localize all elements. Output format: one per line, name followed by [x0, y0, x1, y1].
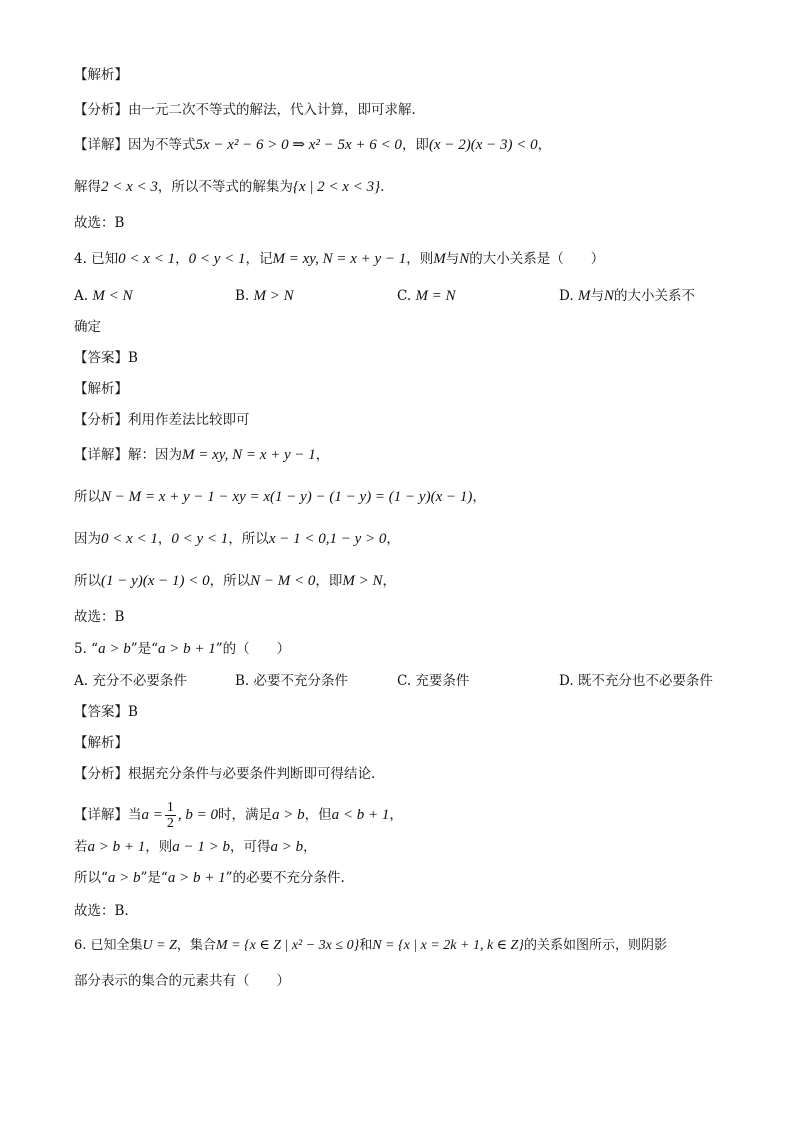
q4-line3-m2: 0 < y < 1	[171, 531, 229, 547]
q5-line3-c: ”的必要不充分条件.	[225, 870, 345, 886]
q5-stem	[74, 640, 290, 658]
q4-method: 【分析】利用作差法比较即可	[74, 412, 250, 428]
q4-option-c-math: M = N	[415, 288, 456, 304]
q4-line4-m2: N − M < 0	[250, 573, 316, 589]
q5-line2-m2: a − 1 > b	[172, 839, 230, 855]
q4-option-d-m2: N	[603, 288, 614, 304]
q4-detail-math: M = xy, N = x + y − 1	[182, 447, 316, 463]
q6-stem-m1: U = Z	[142, 938, 177, 953]
q4-stem-m1: 0 < x < 1	[118, 251, 176, 267]
q4-line2-math: N − M = x + y − 1 − xy = x(1 − y) − (1 − y) = (1 − y)(x − 1)	[101, 489, 473, 505]
q4-answer-line: 故选：B	[74, 609, 125, 625]
q4-stem-m3: M = xy, N = x + y − 1	[272, 251, 407, 267]
q4-stem-e: 与	[445, 251, 460, 267]
q5-line2-m3: a > b	[270, 839, 304, 855]
q6-stem-c: 和	[359, 938, 373, 953]
q5-detail-a: a =	[141, 807, 163, 823]
q4-line3-mid: ，	[157, 531, 172, 547]
q4-detail	[74, 446, 329, 464]
q3-solve-mid: ，所以不等式的解集为	[157, 179, 293, 195]
q3-method: 【分析】由一元二次不等式的解法，代入计算，即可求解.	[74, 102, 416, 118]
q3-solve-end: .	[380, 179, 385, 195]
q3-detail-end: ，	[537, 137, 552, 153]
q4-stem-m4: M	[433, 251, 446, 267]
q4-stem-a: 4. 已知	[74, 251, 119, 267]
q4-line2-prefix: 所以	[74, 489, 101, 505]
q5-line2-m1: a > b + 1	[87, 839, 146, 855]
q3-answer-line: 故选：B	[74, 215, 125, 231]
q3-detail-prefix: 【详解】因为不等式	[74, 137, 196, 153]
q4-line3-prefix: 因为	[74, 531, 101, 547]
q4-option-d-mid: 与	[590, 288, 604, 304]
q5-detail	[74, 798, 403, 832]
q5-detail-m2: a > b	[272, 807, 305, 823]
q6-stem-b: ，集合	[176, 938, 216, 953]
q4-line4-mid2: ，即	[315, 573, 343, 589]
q4-option-c-label: C.	[397, 288, 412, 304]
q4-line4-end: ，	[382, 573, 397, 589]
q4-line3	[74, 530, 400, 548]
q4-line2-end: ，	[472, 489, 486, 505]
q5-analysis-heading: 【解析】	[74, 735, 128, 751]
q5-line2-mid: ，则	[145, 839, 173, 855]
q4-stem-f: 的大小关系是（ ）	[469, 251, 605, 267]
q5-option-a: A. 充分不必要条件	[74, 673, 187, 689]
q4-option-a-label: A.	[74, 288, 89, 304]
q6-stem-cont: 部分表示的集合的元素共有（ ）	[74, 973, 290, 989]
q5-stem-b: ”是“	[130, 641, 159, 657]
q4-stem	[74, 250, 604, 268]
q4-stem-m2: 0 < y < 1	[188, 251, 246, 267]
q4-option-a-math: M < N	[92, 288, 133, 304]
q3-solve-prefix: 解得	[74, 179, 101, 195]
q5-stem-a: 5. “	[74, 641, 99, 657]
q4-line3-mid2: ，所以	[228, 531, 269, 547]
q4-option-b-label: B.	[235, 288, 250, 304]
q5-line3-m2: a > b + 1	[167, 870, 226, 886]
q5-detail-end: ，	[389, 807, 403, 823]
q5-detail-fraction	[165, 800, 176, 831]
q4-option-a	[74, 287, 132, 305]
q4-line3-m1: 0 < x < 1	[101, 531, 158, 547]
q5-line3-m1: a > b	[107, 870, 141, 886]
q4-option-d	[559, 287, 695, 305]
q4-stem-m5: N	[459, 251, 470, 267]
q4-line4	[74, 572, 396, 590]
q5-detail-m3: a < b + 1	[331, 807, 390, 823]
q5-line2	[74, 838, 317, 856]
q4-line4-m3: M > N	[342, 573, 383, 589]
q5-fraction-numerator: 1	[166, 800, 174, 815]
q5-line3-b: ”是“	[140, 870, 168, 886]
q4-detail-prefix: 【详解】解：因为	[74, 447, 182, 463]
q6-stem-m2: M = {x ∈ Z | x² − 3x ≤ 0}	[215, 938, 360, 953]
q4-line2	[74, 488, 486, 506]
q4-option-d-m1: M	[577, 288, 591, 304]
q3-detail-mid: ，即	[401, 137, 429, 153]
q5-option-c: C. 充要条件	[397, 673, 470, 689]
q4-option-b	[235, 287, 294, 305]
q3-detail	[74, 136, 551, 154]
q4-line4-m1: (1 − y)(x − 1) < 0	[101, 573, 210, 589]
q4-line4-prefix: 所以	[74, 573, 101, 589]
q5-method: 【分析】根据充分条件与必要条件判断即可得结论.	[74, 766, 376, 782]
q4-option-d-cont: 确定	[74, 319, 101, 335]
q4-line3-end: ，	[386, 531, 400, 547]
q5-line2-end: ，	[303, 839, 317, 855]
q4-answer: 【答案】B	[74, 350, 138, 366]
q3-detail-math: 5x − x² − 6 > 0 ⇒ x² − 5x + 6 < 0	[195, 137, 402, 153]
q3-analysis-heading: 【解析】	[74, 67, 128, 83]
q5-line3-a: 所以“	[74, 870, 108, 886]
q6-stem-m3: N = {x | x = 2k + 1, k ∈ Z}	[372, 938, 524, 953]
q5-option-b: B. 必要不充分条件	[235, 673, 349, 689]
q5-stem-m2: a > b + 1	[158, 641, 216, 657]
q6-stem	[74, 937, 667, 955]
q3-solve-set: {x | 2 < x < 3}	[292, 179, 381, 195]
q5-detail-prefix: 【详解】当	[74, 807, 142, 823]
q3-detail-math2: (x − 2)(x − 3) < 0	[428, 137, 538, 153]
q4-stem-b: ，	[175, 251, 189, 267]
q5-line3	[74, 869, 345, 887]
q3-solve-math: 2 < x < 3	[101, 179, 158, 195]
q5-detail-mid2: ，但	[304, 807, 332, 823]
q5-answer: 【答案】B	[74, 704, 138, 720]
q4-detail-end: ，	[315, 447, 330, 463]
q6-stem-a: 6. 已知全集	[74, 938, 143, 953]
q4-stem-d: ，则	[406, 251, 434, 267]
q5-option-d: D. 既不充分也不必要条件	[559, 673, 713, 689]
q5-line2-mid2: ，可得	[230, 839, 271, 855]
q3-solve	[74, 178, 384, 196]
q5-line2-prefix: 若	[74, 839, 88, 855]
q4-option-d-label: D.	[559, 288, 574, 304]
q4-analysis-heading: 【解析】	[74, 381, 128, 397]
q4-line3-m3: x − 1 < 0,1 − y > 0	[268, 531, 387, 547]
q4-option-d-end: 的大小关系不	[613, 288, 695, 304]
q6-stem-d: 的关系如图所示，则阴影	[523, 938, 667, 953]
q4-option-b-math: M > N	[253, 288, 294, 304]
q5-detail-mid: 时，满足	[218, 807, 272, 823]
q4-option-c	[397, 287, 456, 305]
q5-stem-c: ”的（ ）	[215, 641, 291, 657]
q4-line4-mid: ，所以	[209, 573, 251, 589]
q5-stem-m1: a > b	[98, 641, 131, 657]
q5-answer-line: 故选：B.	[74, 903, 129, 919]
q4-stem-c: ，记	[245, 251, 273, 267]
q5-fraction-denominator: 2	[166, 816, 174, 831]
q5-detail-b: , b = 0	[177, 807, 218, 823]
